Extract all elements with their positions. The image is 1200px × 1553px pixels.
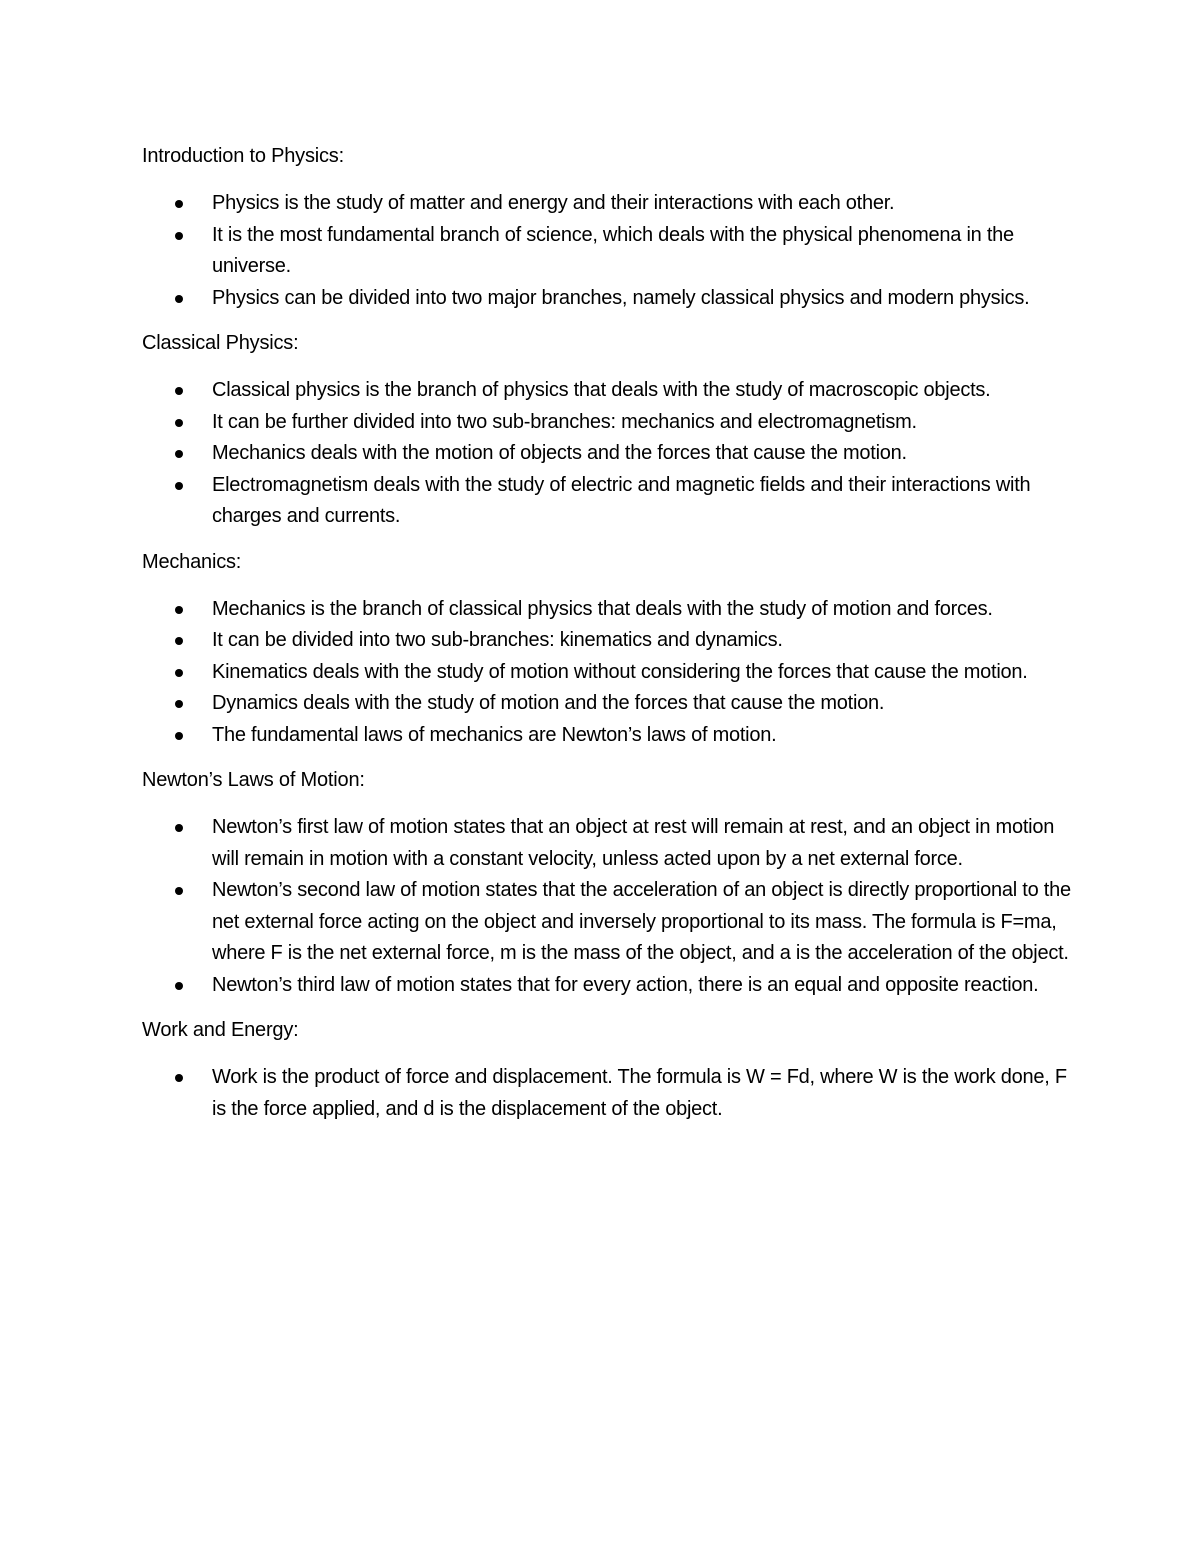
list-item-text: Kinematics deals with the study of motion without considering the forces that cause the motion. (212, 660, 1028, 683)
list-item (142, 970, 1072, 1002)
bullet-list-newtons-laws (142, 812, 1072, 1001)
list-item-text: Mechanics deals with the motion of objects and the forces that cause the motion. (212, 442, 907, 464)
list-item (142, 470, 1072, 533)
bullet-list-introduction (142, 188, 1072, 314)
list-item (142, 1062, 1072, 1125)
bullet-icon (175, 387, 183, 395)
list-item-text: The fundamental laws of mechanics are Newton’s laws of motion. (212, 723, 777, 746)
list-item-text: Physics is the study of matter and energy and their interactions with each other. (212, 192, 895, 214)
list-item-text: Newton’s first law of motion states that an object at rest will remain at rest, and an object in motion will remain in motion with a constant velocity, unless acted upon by a net external force. (212, 816, 1055, 870)
section-heading-classical-physics: Classical Physics: (142, 332, 299, 354)
list-item-text: Classical physics is the branch of physics that deals with the study of macroscopic objects. (212, 379, 991, 401)
bullet-icon (175, 450, 183, 458)
list-item (142, 657, 1072, 689)
bullet-icon (175, 887, 183, 895)
list-item (142, 812, 1072, 875)
section-heading-work-and-energy: Work and Energy: (142, 1019, 299, 1041)
bullet-list-mechanics (142, 594, 1072, 752)
list-item (142, 688, 1072, 720)
section-heading-newtons-laws: Newton’s Laws of Motion: (142, 769, 365, 791)
document-body (142, 141, 1072, 1139)
list-item (142, 188, 1072, 220)
list-item-text: Work is the product of force and displacement. The formula is W = Fd, where W is the work done, F is the force applied, and d is the displacement of the object. (212, 1066, 1067, 1120)
bullet-icon (175, 982, 183, 990)
bullet-icon (175, 1074, 183, 1082)
list-item-text: Electromagnetism deals with the study of electric and magnetic fields and their interactions with charges and currents. (212, 473, 1031, 527)
bullet-icon (175, 200, 183, 208)
bullet-list-classical-physics (142, 375, 1072, 533)
list-item (142, 625, 1072, 657)
list-item-text: It is the most fundamental branch of science, which deals with the physical phenomena in the universe. (212, 223, 1014, 277)
list-item (142, 875, 1072, 970)
list-item (142, 283, 1072, 315)
bullet-icon (175, 295, 183, 303)
bullet-icon (175, 732, 183, 740)
list-item (142, 375, 1072, 407)
bullet-icon (175, 700, 183, 708)
list-item-text: Mechanics is the branch of classical physics that deals with the study of motion and forces. (212, 597, 993, 620)
list-item-text: It can be divided into two sub-branches: kinematics and dynamics. (212, 629, 783, 651)
bullet-icon (175, 606, 183, 614)
list-item-text: Dynamics deals with the study of motion and the forces that cause the motion. (212, 692, 885, 714)
section-heading-introduction: Introduction to Physics: (142, 145, 344, 167)
list-item-text: Physics can be divided into two major branches, namely classical physics and modern physics. (212, 286, 1030, 309)
bullet-icon (175, 669, 183, 677)
bullet-icon (175, 419, 183, 427)
list-item (142, 438, 1072, 470)
bullet-icon (175, 824, 183, 832)
section-heading-mechanics: Mechanics: (142, 550, 242, 573)
bullet-icon (175, 637, 183, 645)
list-item-text: Newton’s second law of motion states that the acceleration of an object is directly proportional to the net external force acting on the object and inversely proportional to its mass. The formula is F=ma, where F is the net external force, m is the mass of the object, and a is the acceleration of the object. (212, 879, 1071, 964)
bullet-icon (175, 482, 183, 490)
list-item (142, 594, 1072, 626)
list-item (142, 407, 1072, 439)
list-item (142, 220, 1072, 283)
bullet-icon (175, 232, 183, 240)
list-item (142, 720, 1072, 752)
bullet-list-work-and-energy (142, 1062, 1072, 1125)
list-item-text: Newton’s third law of motion states that for every action, there is an equal and opposite reaction. (212, 973, 1039, 996)
list-item-text: It can be further divided into two sub-branches: mechanics and electromagnetism. (212, 410, 917, 433)
